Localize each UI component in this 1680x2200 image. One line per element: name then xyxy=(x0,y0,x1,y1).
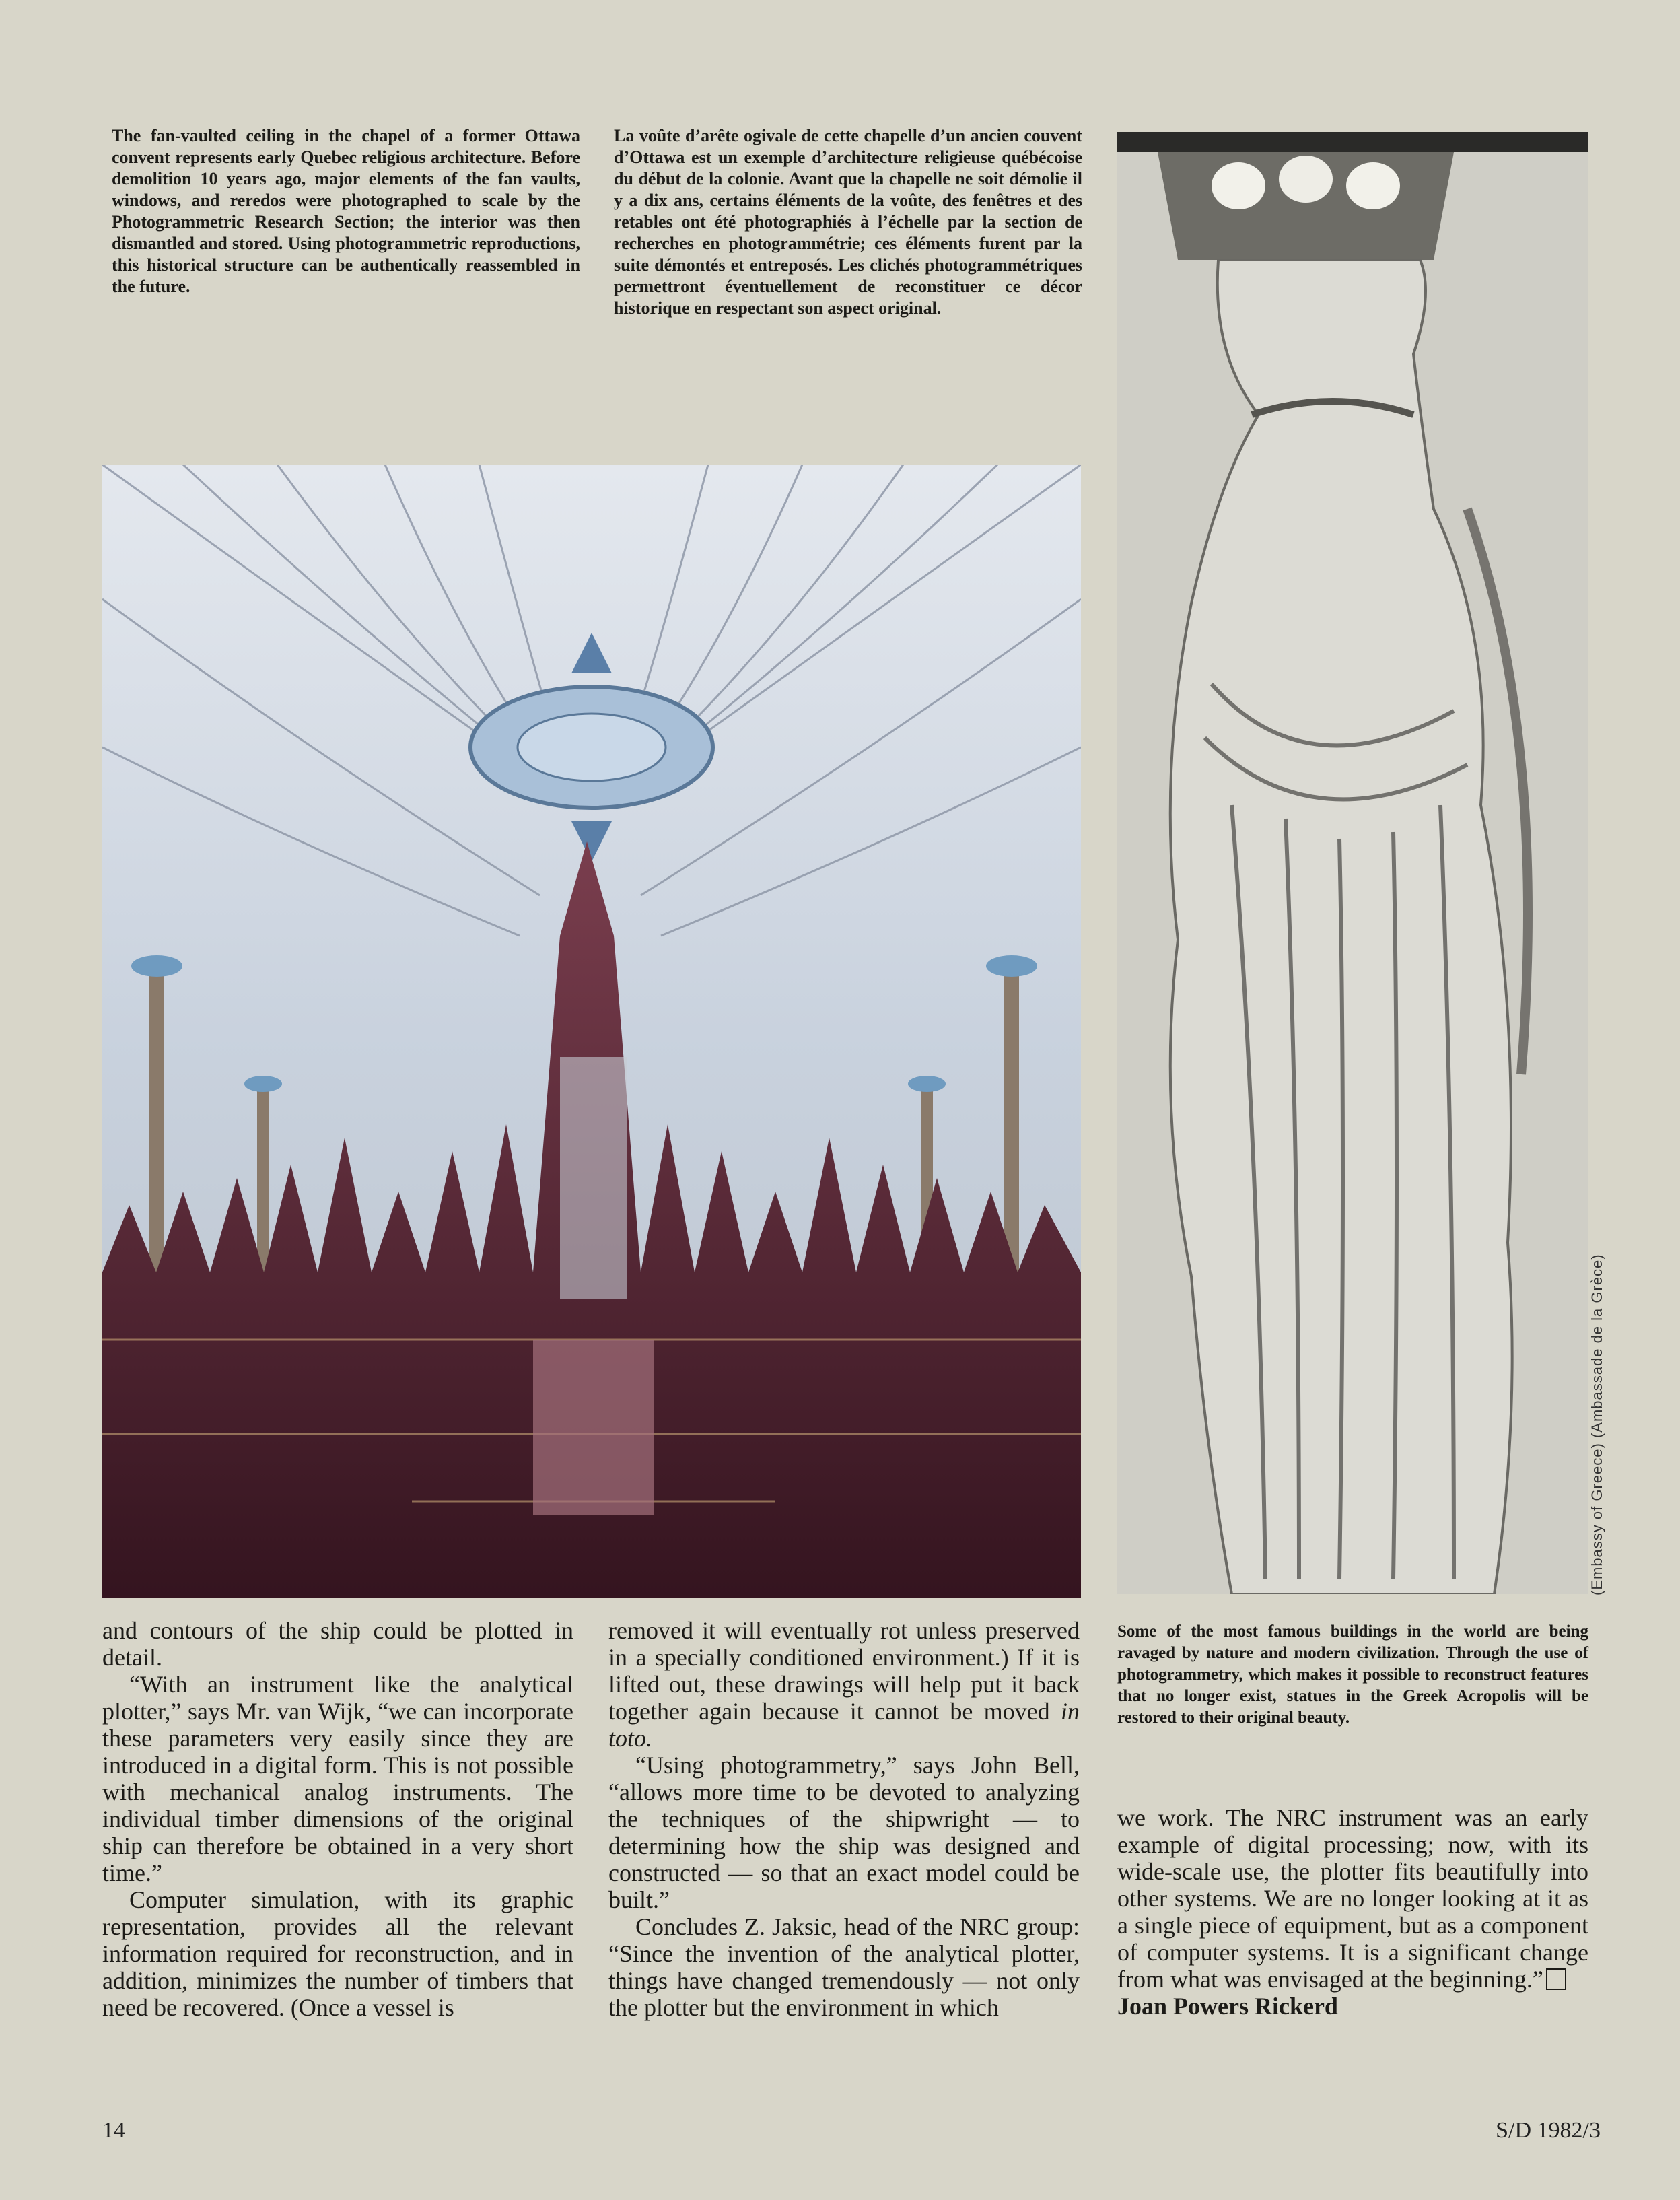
paragraph: and contours of the ship could be plotted in detail. xyxy=(102,1617,573,1671)
chapel-caption-english: The fan-vaulted ceiling in the chapel of a former Ottawa convent represents early Quebec religious architecture. Before demolition 10 years ago, major elements of the fan vaults, windows, and reredos were photographed to scale by the Photogrammetric Research Section; the interior was then dismantled and stored. Using photogrammetric reproductions, this historical structure can be authentically reassembled in the future. xyxy=(112,126,580,296)
paragraph: “Using photogrammetry,” says John Bell, “allows more time to be devoted to analyzing the techniques of the shipwright — to determining how the ship was designed and constructed — so that an exact model could be built.” xyxy=(608,1752,1080,1913)
photo-credit: (Embassy of Greece) (Ambassade de la Grèce) xyxy=(1588,1253,1605,1595)
author-byline: Joan Powers Rickerd xyxy=(1117,1993,1338,2020)
paragraph-text: we work. The NRC instrument was an early example of digital processing; now, with its wide-scale use, the plotter fits beautifully into other systems. We are no longer looking at it as a single piece of equipment, but as a component of computer systems. It is a significant change from what was envisaged at the beginning.” xyxy=(1117,1804,1588,1993)
paragraph: “With an instrument like the analytical plotter,” says Mr. van Wijk, “we can incorporate these parameters very easily since they are introduced in a digital form. This is not possible with mechanical analog instruments. The individual timber dimensions of the original ship can therefore be obtained in a very short time.” xyxy=(102,1671,573,1886)
page-number: 14 xyxy=(102,2118,125,2143)
caryatid-caption: Some of the most famous buildings in the world are being ravaged by nature and modern civilization. Through the use of photogrammetry, which makes it possible to reconstruct features that no longer exist, statues in the Greek Acropolis will be restored to their original beauty. xyxy=(1117,1622,1588,1727)
caryatid-illustration xyxy=(1117,132,1588,1594)
chapel-photo xyxy=(102,465,1081,1598)
end-mark-icon xyxy=(1546,1968,1566,1990)
paragraph xyxy=(1117,1804,1588,1993)
caryatid-photo xyxy=(1117,132,1588,1594)
paragraph: Computer simulation, with its graphic representation, provides all the relevant information required for reconstruction, and in addition, minimizes the number of timbers that need be recovered. (Once a vessel is xyxy=(102,1886,573,2021)
article-column-1 xyxy=(102,1617,573,2021)
article-column-2 xyxy=(608,1617,1080,2021)
paragraph-text: removed it will eventually rot unless preserved in a specially conditioned environment.) If it is lifted out, these drawings will help put it back together again because it cannot be moved xyxy=(608,1617,1080,1725)
paragraph: Concludes Z. Jaksic, head of the NRC group: “Since the invention of the analytical plotter, things have changed tremendously — not only the plotter but the environment in which xyxy=(608,1913,1080,2021)
article-column-3 xyxy=(1117,1804,1588,2020)
latin-phrase: in toto. xyxy=(608,1698,1080,1752)
chapel-caption-french: La voûte d’arête ogivale de cette chapelle d’un ancien couvent d’Ottawa est un exemple d’architecture religieuse québécoise du début de la colonie. Avant que la chapelle ne soit démolie il y a dix ans, certains éléments de la voûte, des fenêtres et des retables ont été photographiés à l’échelle par la section de recherches en photogrammétrie; ces éléments furent par la suite démontés et entreposés. Les clichés photogrammétriques permettront éventuellement de reconstituer ce décor historique en respectant son aspect original. xyxy=(614,126,1082,318)
paragraph xyxy=(608,1617,1080,1752)
issue-label: S/D 1982/3 xyxy=(1496,2118,1601,2143)
chapel-illustration xyxy=(102,465,1081,1598)
